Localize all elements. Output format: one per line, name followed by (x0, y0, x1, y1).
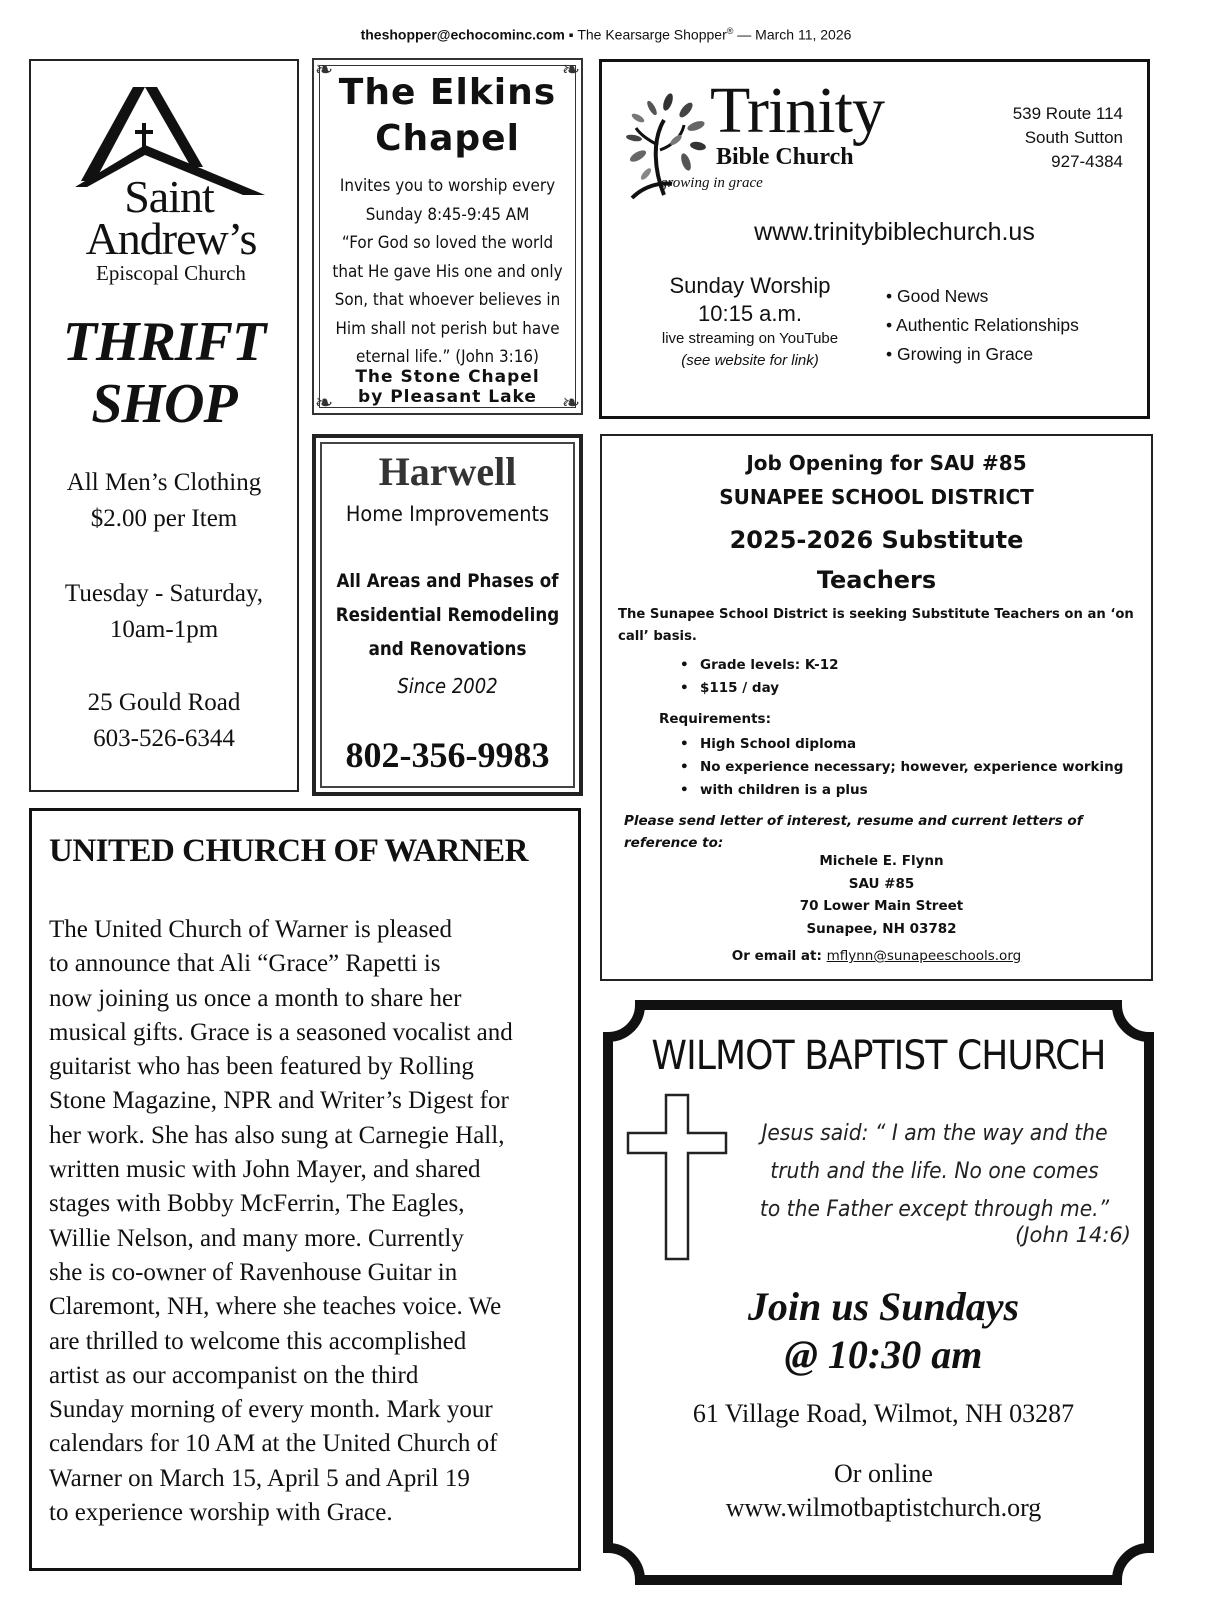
job-heading: Job Opening for SAU #85 (746, 451, 1027, 475)
ad-job-opening-sau85 (600, 434, 1153, 981)
church-title: WILMOT BAPTIST CHURCH (651, 1033, 1106, 1079)
values-list (886, 282, 1079, 369)
body-line: Him shall not perish but have (335, 318, 560, 338)
email-label: Or email at: (731, 948, 822, 964)
value-label: Growing in Grace (897, 344, 1034, 364)
contact-address (602, 850, 1151, 940)
email-link[interactable]: mflynn@sunapeeschools.org (826, 948, 1022, 964)
ad-saint-andrews-thrift-shop (29, 59, 299, 792)
church-name: Trinity (710, 74, 884, 147)
church-website-link[interactable]: www.trinitybiblechurch.us (754, 218, 1035, 246)
application-instructions (624, 810, 1101, 854)
footer-line1: The Stone Chapel (355, 367, 540, 387)
desc-line: All Areas and Phases of (336, 570, 559, 592)
phone: 802-356-9983 (345, 735, 550, 775)
stream-note: live streaming on YouTube (661, 330, 839, 347)
ad-harwell-home-improvements (312, 434, 583, 796)
phone: 603-526-6344 (93, 725, 235, 752)
online-info (600, 1457, 1157, 1525)
desc-line: Residential Remodeling (335, 604, 560, 626)
list-item: • No experience necessary; however, experience working (680, 756, 1123, 779)
instructions-line: reference to: (624, 835, 724, 851)
list-item-continuation: • with children is a plus (680, 779, 1123, 802)
list-item: • High School diploma (680, 733, 1123, 756)
body-line: to announce that Ali “Grace” Rapetti is (49, 950, 441, 978)
header-separator: ▪ (568, 26, 574, 43)
title-line2: SHOP (91, 373, 237, 435)
list-item: • Authentic Relationships (886, 315, 1079, 335)
position-line1: 2025-2026 Substitute (729, 526, 1024, 554)
instructions-line: Please send letter of interest, resume and current letters of (624, 813, 1083, 829)
body-line: “For God so loved the world (341, 233, 554, 252)
offer (31, 465, 297, 537)
address-line2: South Sutton (1024, 128, 1123, 147)
offer-price: $2.00 per Item (90, 505, 238, 532)
scripture-quote (754, 1115, 1116, 1229)
service-time (600, 1283, 1157, 1379)
body-line: are thrilled to welcome this accomplished (49, 1327, 467, 1355)
requirements-label: Requirements: (659, 711, 771, 727)
announcement-body (49, 913, 564, 1530)
body-line: Stone Magazine, NPR and Writer’s Digest for (49, 1087, 509, 1115)
church-name-line3: Episcopal Church (96, 261, 246, 285)
ornament-corner-icon: ❧ (314, 390, 334, 415)
district-heading: SUNAPEE SCHOOL DISTRICT (719, 485, 1034, 509)
contact-city: Sunapee, NH 03782 (806, 920, 957, 937)
worship-label: Sunday Worship (669, 273, 831, 298)
quote-line: Jesus said: “ I am the way and the (761, 1121, 1108, 1146)
body-line: calendars for 10 AM at the United Church of (49, 1430, 498, 1458)
online-label: Or online (834, 1459, 933, 1488)
list-item: • $115 / day (680, 677, 839, 700)
chapel-location (314, 367, 581, 407)
ad-elkins-chapel (312, 58, 583, 415)
body-line: her work. She has also sung at Carnegie Hall, (49, 1121, 505, 1149)
hours (31, 576, 297, 648)
list-item: • Grade levels: K-12 (680, 654, 839, 677)
position-line2: Teachers (816, 566, 937, 594)
email-line (602, 948, 1151, 964)
quote-line: to the Father except through me.” (759, 1197, 1110, 1222)
thrift-shop-title (31, 311, 297, 435)
address-line1: 539 Route 114 (1012, 104, 1123, 123)
list-item: • Growing in Grace (886, 344, 1034, 364)
page-header (0, 26, 1212, 43)
ad-united-church-of-warner (29, 808, 581, 1571)
body-line: musical gifts. Grace is a seasoned vocalist and (49, 1018, 513, 1046)
chapel-invitation (325, 172, 571, 372)
church-name-line1: Saint (124, 171, 214, 222)
value-label: Good News (897, 286, 989, 306)
ad-wilmot-baptist-church (600, 997, 1157, 1588)
church-name-line2: Andrew’s (85, 213, 257, 264)
value-label: Authentic Relationships (896, 315, 1079, 335)
worship-time: 10:15 a.m. (698, 301, 802, 326)
body-line: guitarist who has been featured by Rolling (49, 1053, 474, 1081)
hours-time: 10am-1pm (109, 616, 219, 643)
company-subtitle: Home Improvements (345, 502, 550, 526)
address: 25 Gould Road (87, 689, 241, 716)
ad-trinity-bible-church (599, 59, 1150, 419)
body-line: Warner on March 15, April 5 and April 19 (49, 1464, 470, 1492)
ornament-corner-icon: ❧ (561, 57, 581, 82)
desc-line: and Renovations (368, 638, 527, 660)
join-line2: @ 10:30 am (784, 1332, 983, 1377)
body-line: The United Church of Warner is pleased (49, 916, 452, 943)
ornament-corner-icon: ❧ (561, 390, 581, 415)
intro-line: call’ basis. (618, 629, 697, 644)
church-address: 61 Village Road, Wilmot, NH 03287 (692, 1399, 1075, 1428)
title-line1: THRIFT (62, 311, 266, 373)
body-line: she is co-owner of Ravenhouse Guitar in (49, 1258, 458, 1286)
services-description (332, 564, 563, 666)
intro-line: The Sunapee School District is seeking Substitute Teachers on an ‘on (618, 607, 1134, 622)
stream-link-note: (see website for link) (681, 352, 819, 369)
church-address (1013, 102, 1123, 174)
body-line: artist as our accompanist on the third (49, 1361, 419, 1389)
body-line: Claremont, NH, where she teaches voice. We (49, 1293, 502, 1321)
company-name: Harwell (378, 449, 517, 494)
contact-name: Michele E. Flynn (819, 853, 944, 869)
join-line1: Join us Sundays (747, 1284, 1020, 1329)
body-line: Sunday morning of every month. Mark your (49, 1396, 493, 1424)
body-line: Invites you to worship every (339, 176, 556, 195)
cross-icon (622, 1093, 732, 1261)
body-line: now joining us once a month to share her (49, 984, 462, 1012)
title-line1: The Elkins (338, 72, 557, 113)
contact-org: SAU #85 (848, 875, 915, 892)
body-line: that He gave His one and only (332, 261, 563, 281)
chapel-title (314, 70, 581, 162)
body-line: eternal life.” (John 3:16) (356, 347, 539, 366)
ornament-corner-icon: ❧ (314, 57, 334, 82)
footer-line2: by Pleasant Lake (358, 387, 537, 407)
offer-line1: All Men’s Clothing (66, 469, 262, 496)
job-intro (618, 604, 1137, 648)
position-heading (602, 520, 1151, 600)
title-line2: Chapel (375, 118, 520, 159)
hours-days: Tuesday - Saturday, (64, 580, 264, 607)
body-line: Willie Nelson, and many more. Currently (49, 1224, 464, 1252)
issue-date: March 11, 2026 (755, 26, 852, 43)
church-subtitle: Bible Church (716, 144, 854, 170)
contact (31, 685, 297, 757)
list-item: • Good News (886, 286, 989, 306)
established-year: Since 2002 (397, 674, 498, 698)
body-line: to experience worship with Grace. (49, 1499, 393, 1527)
church-title: UNITED CHURCH OF WARNER (49, 833, 528, 869)
scripture-reference: (John 14:6) (1015, 1223, 1131, 1247)
body-line: Sunday 8:45-9:45 AM (365, 204, 530, 224)
phone: 927-4384 (1051, 152, 1123, 171)
requirements-list (680, 733, 1123, 802)
body-line: written music with John Mayer, and shared (49, 1156, 481, 1184)
date-separator: — (737, 26, 752, 43)
church-tagline: growing in grace (660, 175, 763, 191)
publication-name: The Kearsarge Shopper (577, 26, 727, 43)
quote-line: truth and the life. No one comes (770, 1159, 1099, 1184)
body-line: Son, that whoever believes in (334, 290, 561, 309)
worship-info (640, 272, 860, 372)
body-line: stages with Bobby McFerrin, The Eagles, (49, 1190, 465, 1218)
header-email[interactable]: theshopper@echocominc.com (360, 26, 565, 43)
registered-mark: ® (726, 26, 734, 36)
church-website-link[interactable]: www.wilmotbaptistchurch.org (725, 1493, 1042, 1522)
job-details-list (680, 654, 839, 700)
contact-street: 70 Lower Main Street (799, 898, 964, 914)
